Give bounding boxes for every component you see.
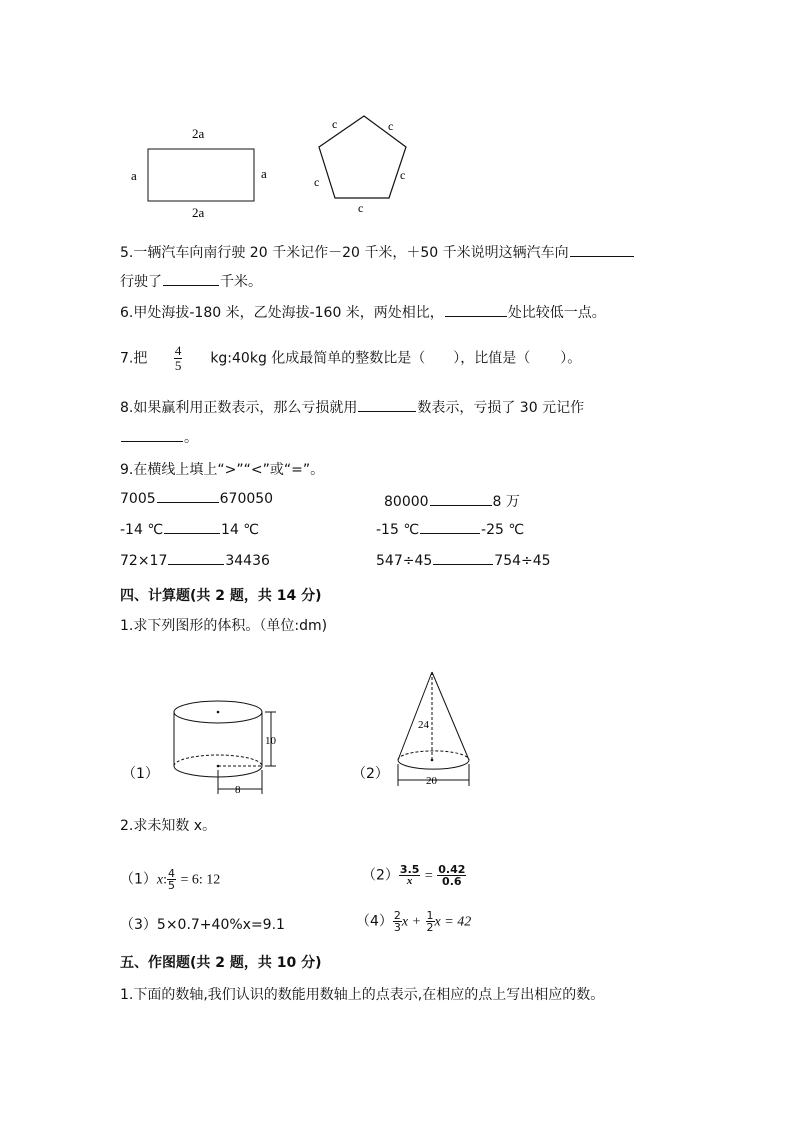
q8-text-c: 。 bbox=[184, 430, 198, 446]
equation-1 bbox=[120, 868, 220, 891]
frac-num: 4 bbox=[168, 867, 176, 880]
q9-row-1-left bbox=[120, 491, 273, 507]
question-8-line1 bbox=[120, 397, 584, 417]
rect-top-label: 2a bbox=[192, 126, 205, 141]
eq4-fraction-1 bbox=[393, 910, 402, 933]
question-5-line1 bbox=[120, 242, 635, 262]
cone-height-label: 24 bbox=[418, 719, 429, 731]
equation-4 bbox=[356, 910, 471, 933]
answer-blank[interactable] bbox=[570, 255, 634, 257]
q5-text-b2: 千米。 bbox=[220, 274, 262, 290]
rect-left-label: a bbox=[131, 168, 137, 183]
q7-num: 4 bbox=[174, 343, 182, 358]
rect-bottom-label: 2a bbox=[192, 205, 205, 220]
q6-text-b: 处比较低一点。 bbox=[507, 305, 606, 321]
cone-diameter-label: 20 bbox=[426, 775, 437, 787]
frac-den: 0.6 bbox=[442, 875, 462, 888]
answer-blank[interactable] bbox=[430, 504, 492, 506]
q7-mid: ），比值是（ bbox=[453, 350, 531, 367]
compare-left: -15 ℃ bbox=[376, 522, 420, 538]
answer-blank[interactable] bbox=[121, 440, 183, 442]
cylinder-radius-label: 8 bbox=[235, 784, 241, 796]
q7-prefix: 7.把 bbox=[120, 350, 148, 367]
eq4-fraction-2 bbox=[426, 910, 435, 933]
pentagon-label: c bbox=[332, 117, 338, 131]
compare-left: 72×17 bbox=[120, 553, 168, 569]
q7-den: 5 bbox=[174, 358, 182, 373]
question-9-title: 9.在横线上填上“>”“<”或“=”。 bbox=[120, 462, 325, 478]
compare-right: -25 ℃ bbox=[481, 522, 525, 538]
answer-blank[interactable] bbox=[445, 315, 507, 317]
q5-text-a: 5.一辆汽车向南行驶 20 千米记作－20 千米，＋50 千米说明这辆汽车向 bbox=[120, 245, 569, 261]
answer-blank[interactable] bbox=[358, 410, 416, 412]
frac-den: 3 bbox=[393, 921, 401, 934]
question-5-line2 bbox=[120, 271, 262, 291]
question-8-line2 bbox=[120, 427, 198, 447]
rect-right-label: a bbox=[261, 166, 267, 181]
top-figures bbox=[120, 110, 440, 225]
frac-num: 3.5 bbox=[399, 863, 420, 876]
pentagon-label: c bbox=[358, 201, 364, 215]
q7-end: ）。 bbox=[560, 350, 582, 367]
compare-right: 670050 bbox=[219, 491, 274, 507]
q9-row-3-left bbox=[120, 553, 270, 569]
cylinder-figure bbox=[160, 690, 285, 800]
rectangle-figure bbox=[148, 149, 254, 201]
cylinder-height-label: 10 bbox=[265, 735, 276, 747]
figure-label-1: （1） bbox=[122, 766, 159, 782]
eq-label: （4） bbox=[356, 913, 393, 930]
answer-blank[interactable] bbox=[420, 532, 480, 534]
eq-colon: : bbox=[163, 872, 168, 888]
q7-text: kg:40kg 化成最简单的整数比是（ bbox=[210, 350, 426, 367]
equation-2 bbox=[362, 864, 466, 887]
answer-blank[interactable] bbox=[163, 284, 219, 286]
answer-blank[interactable] bbox=[164, 532, 220, 534]
eq2-fraction-1 bbox=[399, 864, 421, 887]
frac-num: 0.42 bbox=[438, 863, 466, 876]
q9-row-2-right bbox=[376, 522, 524, 538]
eq1-fraction bbox=[167, 868, 176, 891]
pentagon-label: c bbox=[400, 168, 406, 182]
q7-fraction bbox=[174, 344, 183, 373]
eq-var: x bbox=[156, 872, 164, 888]
eq-rest: = 6: 12 bbox=[180, 872, 221, 888]
eq-term: x + bbox=[401, 914, 422, 930]
eq-label: （1） bbox=[120, 871, 157, 888]
q9-row-2-left bbox=[120, 522, 259, 538]
pentagon-label: c bbox=[388, 119, 394, 133]
equation-3: （3）5×0.7+40%x=9.1 bbox=[120, 917, 285, 933]
compare-right: 8 万 bbox=[492, 494, 520, 510]
q5-text-b1: 行驶了 bbox=[120, 274, 162, 290]
question-4-1: 1.求下列图形的体积。（单位:dm) bbox=[120, 618, 328, 634]
answer-blank[interactable] bbox=[433, 563, 493, 565]
question-4-2: 2.求未知数 x。 bbox=[120, 818, 217, 834]
figure-label-2: （2） bbox=[352, 766, 389, 782]
eq-equals: = bbox=[424, 868, 433, 884]
compare-right: 34436 bbox=[225, 553, 270, 569]
question-6 bbox=[120, 302, 606, 322]
eq-term: x = 42 bbox=[434, 914, 472, 930]
answer-blank[interactable] bbox=[168, 563, 224, 565]
pentagon-label: c bbox=[314, 175, 320, 189]
compare-left: 547÷45 bbox=[376, 553, 433, 569]
question-7 bbox=[120, 344, 581, 373]
compare-left: 7005 bbox=[120, 491, 156, 507]
q6-text-a: 6.甲处海拔-180 米，乙处海拔-160 米，两处相比， bbox=[120, 305, 444, 321]
question-5-1: 1.下面的数轴,我们认识的数能用数轴上的点表示,在相应的点上写出相应的数。 bbox=[120, 987, 605, 1003]
q9-row-1-right bbox=[384, 491, 520, 511]
eq-label: （2） bbox=[362, 867, 399, 884]
frac-num: 2 bbox=[393, 909, 401, 922]
compare-right: 14 ℃ bbox=[221, 522, 260, 538]
eq2-fraction-2 bbox=[437, 864, 466, 887]
cone-figure bbox=[390, 668, 480, 792]
compare-right: 754÷45 bbox=[494, 553, 551, 569]
q9-row-3-right bbox=[376, 553, 551, 569]
frac-num: 1 bbox=[426, 909, 434, 922]
compare-left: -14 ℃ bbox=[120, 522, 164, 538]
section-5-title: 五、作图题(共 2 题，共 10 分) bbox=[120, 955, 322, 971]
frac-den: 5 bbox=[168, 879, 176, 892]
frac-den: 2 bbox=[426, 921, 434, 934]
q8-text-a: 8.如果赢利用正数表示，那么亏损就用 bbox=[120, 400, 358, 416]
frac-den: x bbox=[406, 875, 413, 887]
compare-left: 80000 bbox=[384, 494, 429, 510]
section-4-title: 四、计算题(共 2 题，共 14 分) bbox=[120, 588, 322, 604]
answer-blank[interactable] bbox=[157, 501, 219, 503]
q8-text-b: 数表示，亏损了 30 元记作 bbox=[417, 400, 585, 416]
